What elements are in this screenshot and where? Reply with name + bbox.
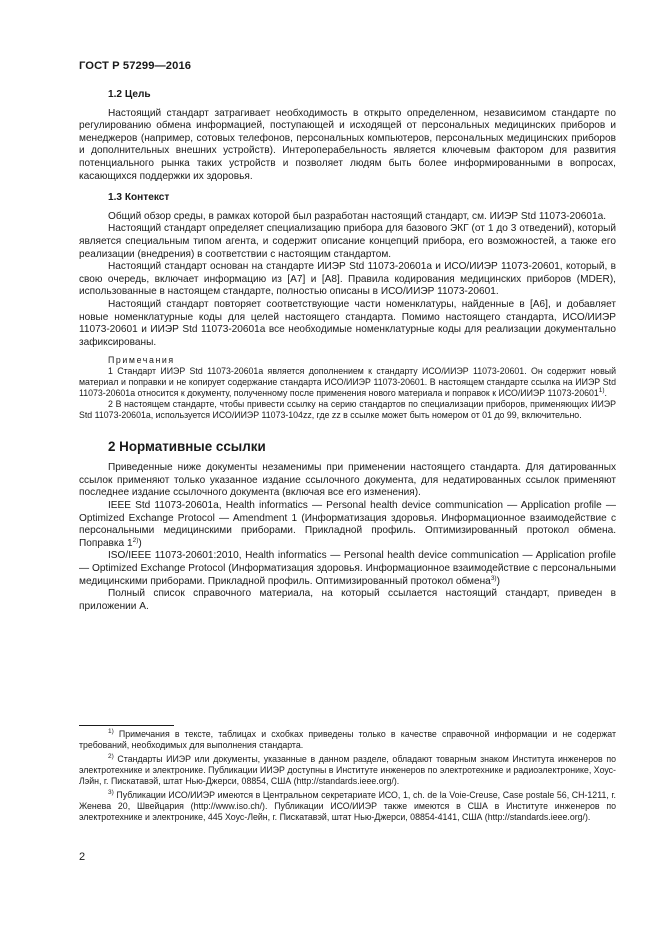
- note-1-footnote-ref: 1): [598, 387, 605, 395]
- section-1-2-paragraph: Настоящий стандарт затрагивает необходимость в открыто определенном, независимом стандарте по регулированию обмена информацией, поступающей и исходящей от персональных медицинских приборов и менеджеров (например, сотовых телефонов, персональных компьютеров, персональных медицинских приборов и дополнительных внешних устройств). Интероперабельность является ключевым фактором для развития потенциального рынка таких устройств и позволяет людям быть более информированными в вопросах, касающихся поддержки их здоровья.: [79, 107, 616, 182]
- section-1-3-paragraph-3: Настоящий стандарт основан на стандарте ИИЭР Std 11073-20601a и ИСО/ИИЭР 11073-20601, который, в свою очередь, включает информацию из [A7] и [A8]. Правила кодирования медицинских приборов (MDER), использованные в настоящем стандарте, полностью описаны в ИСО/ИИЭР 11073-20601.: [79, 261, 616, 298]
- note-1-text: 1 Стандарт ИИЭР Std 11073-20601a является дополнением к стандарту ИСО/ИИЭР 11073-20601. Он содержит новый материал и поправки и не копирует содержание стандарта ИСО/ИИЭР 11073-20601. В настоящем стандарте ссылка на ИИЭР Std 11073-20601a относится к документу, полученному после применения нового материала и поправок к ИСО/ИИЭР 11073-20601: [79, 366, 616, 399]
- footnote-2: [79, 754, 616, 787]
- section-1-3-heading: 1.3 Контекст: [108, 192, 170, 204]
- page-number: 2: [79, 851, 86, 863]
- section-2-intro: Приведенные ниже документы незаменимы при применении настоящего стандарта. Для датированных ссылок применяют только указанное издание ссылочного документа, для недатированных ссылок применяют последнее издание ссылочного документа (включая все его изменения).: [79, 462, 616, 499]
- section-1-2-heading: 1.2 Цель: [108, 89, 151, 100]
- document-header: ГОСТ Р 57299—2016: [79, 60, 192, 72]
- main-content: [79, 89, 616, 613]
- footnote-1-text: Примечания в тексте, таблицах и схобках приведены только в качестве справочной информации и не содержат требований, необходимых для выполнения стандарта.: [79, 729, 616, 750]
- section-2-heading: 2 Нормативные ссылки: [108, 439, 266, 455]
- note-2: 2 В настоящем стандарте, чтобы привести ссылку на серию стандартов по специализации приборов, применяющих ИИЭР Std 11073-20601a, используется ИСО/ИИЭР 11073-104zz, где zz в ссылке может быть номером от 01 до 99, включительно.: [79, 399, 616, 421]
- notes-title: Примечания: [108, 355, 175, 366]
- footnotes: [79, 729, 616, 826]
- footnote-separator: [79, 725, 174, 726]
- footnote-1-mark: 1): [108, 728, 114, 735]
- footnote-2-text: Стандарты ИИЭР или документы, указанные в данном разделе, обладают товарным знаком Института инженеров по электротехнике и электронике. Публикации ИИЭР доступны в Институте инженеров по электротехнике и радиоэлектронике, Хоус-Лэйн, г. Пискатавэй, штат Нью-Джерси, 08854, США (http://standards.ieee.org/).: [79, 754, 616, 786]
- footnote-3: [79, 790, 616, 823]
- footnote-1: [79, 729, 616, 751]
- footnote-3-text: Публикации ИСО/ИИЭР имеются в Центральном секретариате ИСО, 1, ch. de la Voie-Creuse, Case postale 56, CH-1211, г. Женева 20, Швейцария (http://www.iso.ch/). Публикации ИСО/ИИЭР также имеются в США в Институте инженеров по электротехнике и электронике, 445 Хоус-Лейн, г. Пискатавэй, штат Нью-Джерси, 08854-4141, США (http://standards.ieee.org/).: [79, 790, 616, 822]
- section-1-3-paragraph-2: Настоящий стандарт определяет специализацию прибора для базового ЭКГ (от 1 до 3 отведений), который является специальным типом агента, и содержит описание концепций прибора, его возможностей, а также его реализации (внедрения) в соответствии с настоящим стандартом.: [79, 223, 616, 260]
- reference-1-text: IEEE Std 11073-20601a, Health informatics — Personal health device communication — Application profile — Optimized Exchange Protocol — Amendment 1 (Информатизация здоровья. Информационное взаимодействие с персональными медицинскими приборами. Прикладной профиль. Оптимизированный протокол обмена. Поправка 1: [79, 500, 616, 549]
- reference-2: [79, 550, 616, 588]
- reference-2-footnote-ref: 3): [490, 574, 497, 582]
- section-1-3-paragraph-4: Настоящий стандарт повторяет соответствующие части номенклатуры, найденные в [A6], и добавляет новые номенклатурные коды для целей настоящего стандарта. Помимо настоящего стандарта, ИСО/ИИЭР 11073-20601 и ИИЭР Std 11073-20601a все необходимые номенклатурные коды для реализации документально зафиксированы.: [79, 298, 616, 348]
- note-1: [79, 366, 616, 399]
- footnote-2-mark: 2): [108, 753, 114, 760]
- footnote-3-mark: 3): [108, 789, 114, 796]
- section-2-closing: Полный список справочного материала, на который ссылается настоящий стандарт, приведен в приложении А.: [79, 588, 616, 612]
- reference-1: [79, 500, 616, 550]
- reference-1-footnote-ref: 2): [132, 536, 139, 544]
- note-1-end: .: [604, 388, 607, 399]
- reference-1-end: ): [138, 537, 142, 549]
- section-1-3-paragraph-1: Общий обзор среды, в рамках которой был разработан настоящий стандарт, см. ИИЭР Std 11073-20601a.: [108, 210, 607, 222]
- reference-2-text: ISO/IEEE 11073-20601:2010, Health informatics — Personal health device communication — Application profile — Optimized Exchange Protocol (Информатизация здоровья. Информационное взаимодействие с персональными медицинскими приборами. Прикладной профиль. Оптимизированный протокол обмена: [79, 550, 616, 587]
- reference-2-end: ): [496, 575, 500, 587]
